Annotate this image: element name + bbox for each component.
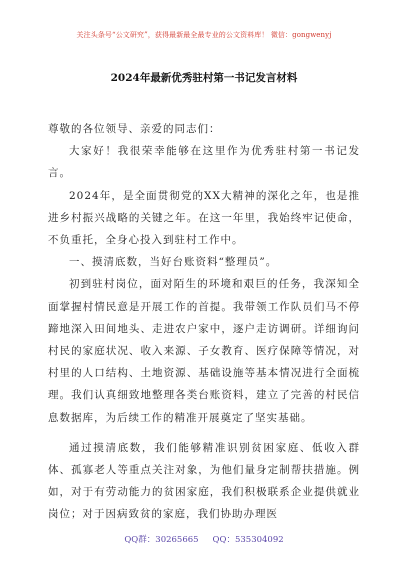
section-heading: 一、摸清底数，当好台账资料“整理员”。 — [69, 256, 278, 269]
document-title: 2024年最新优秀驻村第一书记发言材料 — [110, 72, 298, 84]
document-body — [48, 118, 360, 526]
promo-header: 关注头条号“公文研究”，获得最新最全最专业的公文资料库！ 微信：gongwenyj — [76, 31, 332, 39]
qq-number-label: QQ：535304092 — [212, 535, 284, 545]
body-paragraph: 通过摸清底数，我们能够精准识别贫困家庭、低收入群体、孤寡老人等重点关注对象，为他们量身定制帮扶措施。例如，对于有劳动能力的贫困家庭，我们积极联系企业提供就业岗位；对于因病致贫的家庭，我们协助办理医 — [48, 441, 360, 521]
qq-group-label: QQ群：30265665 — [124, 535, 199, 545]
contact-footer — [0, 534, 408, 546]
greeting-paragraph: 大家好！我很荣幸能够在这里作为优秀驻村第一书记发言。 — [48, 145, 360, 180]
salutation-paragraph: 尊敬的各位领导、亲爱的同志们： — [48, 123, 221, 135]
body-paragraph: 初到驻村岗位，面对陌生的环境和艰巨的任务，我深知全面掌握村情民意是开展工作的首提。我带领工作队员们马不停蹄地深入田间地头、走进农户家中，逐户走访调研。详细询问村民的家庭状况、收入来源、子女教育、医疗保障等情况，对村里的人口结构、土地资源、基础设施等基本情况进行全面梳理。我们认真细致地整理各类台账资料，建立了完善的村民信息数据库，为后续工作的精准开展奠定了坚实基础。 — [48, 278, 360, 424]
intro-paragraph: 2024年，是全面贯彻党的XX大精神的深化之年，也是推进乡村振兴战略的关键之年。在这一年里，我始终牢记使命，不负重托，全身心投入到驻村工作中。 — [48, 189, 360, 247]
